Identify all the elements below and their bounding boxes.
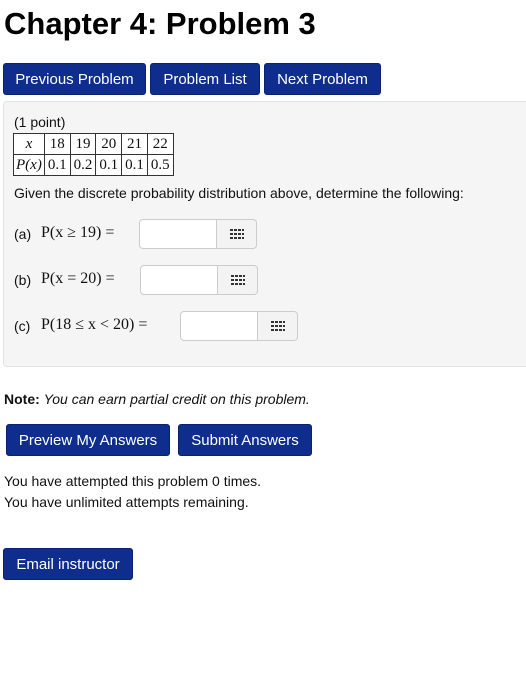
email-instructor-button[interactable]: Email instructor bbox=[3, 548, 133, 580]
problem-prompt: Given the discrete probability distribution above, determine the following: bbox=[14, 185, 464, 201]
table-cell: 0.1 bbox=[96, 155, 122, 176]
next-problem-button[interactable]: Next Problem bbox=[264, 63, 381, 95]
answer-c-input[interactable] bbox=[180, 311, 258, 341]
table-cell: 0.5 bbox=[147, 155, 173, 176]
table-cell: 0.2 bbox=[70, 155, 96, 176]
previous-problem-button[interactable]: Previous Problem bbox=[3, 63, 146, 95]
answer-a-input[interactable] bbox=[139, 219, 217, 249]
table-row bbox=[14, 155, 174, 176]
note-text: You can earn partial credit on this problem. bbox=[43, 391, 310, 407]
table-cell: 18 bbox=[44, 134, 70, 155]
answer-b-input[interactable] bbox=[140, 265, 218, 295]
preview-answers-button[interactable]: Preview My Answers bbox=[6, 424, 170, 456]
submit-answers-button[interactable]: Submit Answers bbox=[178, 424, 312, 456]
attempts-count-text: You have attempted this problem 0 times. bbox=[4, 473, 262, 489]
probability-table bbox=[13, 133, 174, 176]
table-row bbox=[14, 134, 174, 155]
equation-editor-button-a[interactable] bbox=[217, 219, 257, 249]
note-label: Note: bbox=[4, 391, 40, 407]
problem-list-button[interactable]: Problem List bbox=[150, 63, 260, 95]
table-cell: 19 bbox=[70, 134, 96, 155]
grid-icon bbox=[231, 275, 245, 285]
point-value: (1 point) bbox=[14, 114, 66, 130]
part-c-label: (c) bbox=[14, 318, 31, 334]
grid-icon bbox=[230, 229, 244, 239]
page-title: Chapter 4: Problem 3 bbox=[4, 6, 316, 41]
part-c-expression: P(18 ≤ x < 20) = bbox=[41, 316, 148, 333]
part-a-label: (a) bbox=[14, 226, 32, 242]
table-cell: 0.1 bbox=[44, 155, 70, 176]
table-header-x: x bbox=[14, 134, 45, 155]
table-cell: 22 bbox=[147, 134, 173, 155]
table-header-p: P(x) bbox=[14, 155, 45, 176]
equation-editor-button-c[interactable] bbox=[258, 311, 298, 341]
attempts-remaining-text: You have unlimited attempts remaining. bbox=[4, 494, 249, 510]
partial-credit-note bbox=[4, 391, 310, 407]
table-cell: 20 bbox=[96, 134, 122, 155]
table-cell: 21 bbox=[122, 134, 148, 155]
part-b-expression: P(x = 20) = bbox=[41, 270, 115, 287]
table-cell: 0.1 bbox=[122, 155, 148, 176]
equation-editor-button-b[interactable] bbox=[218, 265, 258, 295]
grid-icon bbox=[271, 321, 285, 331]
part-a-expression: P(x ≥ 19) = bbox=[41, 224, 115, 241]
part-b-label: (b) bbox=[14, 272, 32, 288]
